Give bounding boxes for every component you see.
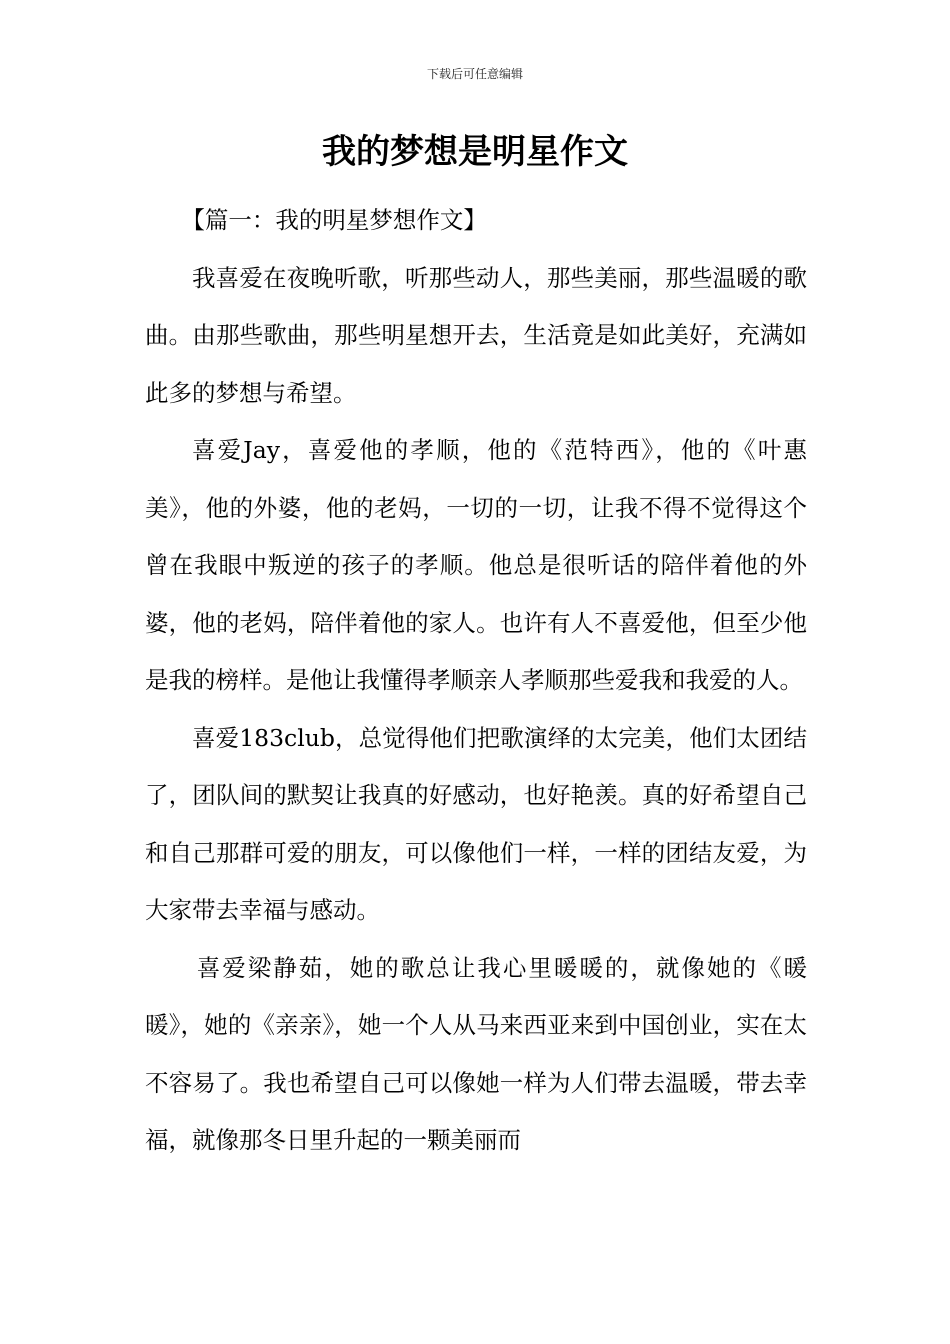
- document-title: 我的梦想是明星作文: [322, 132, 628, 172]
- section-heading: 【篇一：我的明星梦想作文】: [181, 206, 487, 234]
- header-note: 下载后可任意编辑: [426, 67, 523, 81]
- paragraph-1: 我喜爱在夜晚听歌，听那些动人，那些美丽，那些温暖的歌曲。由那些歌曲，那些明星想开去，生活竟是如此美好，充满如此多的梦想与希望。: [145, 263, 807, 407]
- paragraph-4: 喜爱梁静茹，她的歌总让我心里暖暖的，就像她的《暖暖》，她的《亲亲》，她一个人从马来西亚来到中国创业，实在太不容易了。我也希望自己可以像她一样为人们带去温暖，带去幸福，就像那冬日里升起的一颗美丽而: [145, 953, 807, 1154]
- document-body: [145, 192, 807, 1170]
- paragraph-3: 喜爱183club，总觉得他们把歌演绎的太完美，他们太团结了，团队间的默契让我真的好感动，也好艳羡。真的好希望自己和自己那群可爱的朋友，可以像他们一样，一样的团结友爱，为大家带去幸福与感动。: [145, 723, 807, 924]
- paragraph-2: 喜爱Jay，喜爱他的孝顺，他的《范特西》，他的《叶惠美》，他的外婆，他的老妈，一切的一切，让我不得不觉得这个曾在我眼中叛逆的孩子的孝顺。他总是很听话的陪伴着他的外婆，他的老妈，陪伴着他的家人。也许有人不喜爱他，但至少他是我的榜样。是他让我懂得孝顺亲人孝顺那些爱我和我爱的人。: [145, 436, 807, 694]
